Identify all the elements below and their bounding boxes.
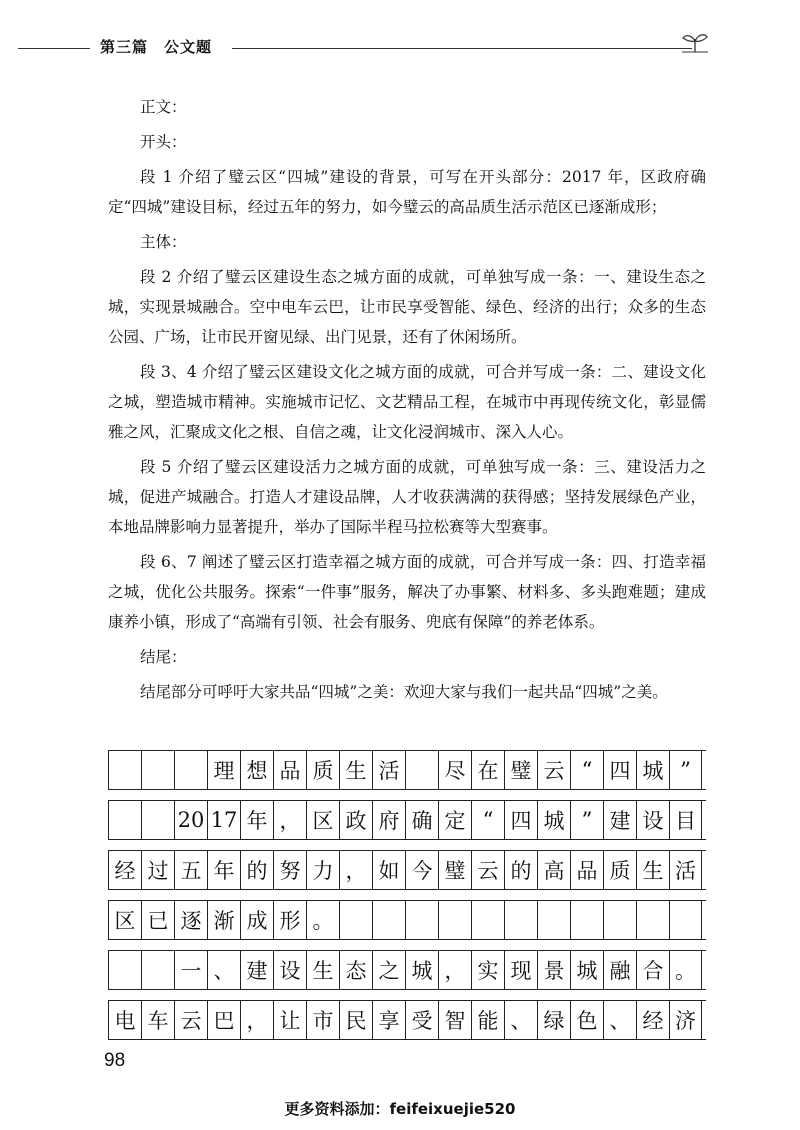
grid-row bbox=[108, 1000, 706, 1040]
grid-cell: 能 bbox=[471, 1001, 504, 1039]
grid-cell: 设 bbox=[273, 951, 306, 989]
grid-cell: 让 bbox=[273, 1001, 306, 1039]
grid-cell: 璧 bbox=[504, 751, 537, 789]
paragraph: 段 6、7 阐述了璧云区打造幸福之城方面的成就，可合并写成一条：四、打造幸福之城，优化公共服务。探索“一件事”服务，解决了办事繁、材料多、多头跑难题；建成康养小镇，形成了“高端有引领、社会有服务、兜底有保障”的养老体系。 bbox=[108, 553, 706, 631]
section-label: 正文： bbox=[140, 98, 187, 116]
grid-cell: 生 bbox=[306, 951, 339, 989]
page-number: 98 bbox=[104, 1050, 126, 1071]
grid-cell: 民 bbox=[339, 1001, 372, 1039]
grid-row bbox=[108, 750, 706, 790]
grid-cell: 实 bbox=[471, 951, 504, 989]
grid-cell: ， bbox=[339, 851, 372, 889]
grid-cell: ” bbox=[570, 801, 603, 839]
grid-cell: 如 bbox=[372, 851, 405, 889]
grid-cell: 过 bbox=[141, 851, 174, 889]
grid-cell: 品 bbox=[273, 751, 306, 789]
grid-cell bbox=[108, 951, 141, 989]
grid-cell: 色 bbox=[570, 1001, 603, 1039]
grid-cell: 、 bbox=[603, 1001, 636, 1039]
grid-cell: 府 bbox=[372, 801, 405, 839]
footer-note: 更多资料添加：feifeixuejie520 bbox=[284, 1100, 516, 1118]
grid-cell: 云 bbox=[471, 851, 504, 889]
grid-cell: 设 bbox=[636, 801, 669, 839]
paragraph: 结尾部分可呼吁大家共品“四城”之美：欢迎大家与我们一起共品“四城”之美。 bbox=[140, 683, 668, 701]
grid-cell bbox=[108, 801, 141, 839]
grid-cell: 。 bbox=[669, 951, 702, 989]
paragraph: 段 3、4 介绍了璧云区建设文化之城方面的成就，可合并写成一条：二、建设文化之城，塑造城市精神。实施城市记忆、文艺精品工程，在城市中再现传统文化，彰显儒雅之风，汇聚成文化之根、自信之魂，让文化浸润城市、深入人心。 bbox=[108, 363, 706, 441]
grid-cell: 建 bbox=[603, 801, 636, 839]
grid-cell: 、 bbox=[504, 1001, 537, 1039]
grid-cell: 理 bbox=[207, 751, 240, 789]
grid-cell: 区 bbox=[108, 901, 141, 939]
grid-cell: 城 bbox=[636, 751, 669, 789]
grid-cell bbox=[141, 801, 174, 839]
grid-cell: 市 bbox=[306, 1001, 339, 1039]
grid-cell: 渐 bbox=[207, 901, 240, 939]
grid-cell: 、 bbox=[207, 951, 240, 989]
grid-cell bbox=[405, 901, 438, 939]
grid-cell bbox=[603, 901, 636, 939]
grid-cell bbox=[405, 751, 438, 789]
grid-row bbox=[108, 800, 706, 840]
grid-cell: “ bbox=[570, 751, 603, 789]
grid-cell: 璧 bbox=[438, 851, 471, 889]
grid-cell: 高 bbox=[537, 851, 570, 889]
grid-cell: 巴 bbox=[207, 1001, 240, 1039]
grid-cell: 17 bbox=[207, 801, 240, 839]
grid-cell: 享 bbox=[372, 1001, 405, 1039]
body-text bbox=[108, 92, 706, 712]
grid-cell: 四 bbox=[504, 801, 537, 839]
grid-cell: 成 bbox=[240, 901, 273, 939]
writing-grid bbox=[108, 750, 706, 1050]
grid-cell: 济 bbox=[669, 1001, 702, 1039]
grid-cell: 云 bbox=[174, 1001, 207, 1039]
section-label: 结尾： bbox=[140, 648, 187, 666]
grid-cell: 四 bbox=[603, 751, 636, 789]
grid-cell: 年 bbox=[240, 801, 273, 839]
paragraph: 段 1 介绍了璧云区“四城”建设的背景，可写在开头部分：2017 年，区政府确定“四城”建设目标，经过五年的努力，如今璧云的高品质生活示范区已逐渐成形； bbox=[108, 168, 706, 216]
header-rule-right bbox=[232, 48, 692, 49]
paragraph: 段 5 介绍了璧云区建设活力之城方面的成就，可单独写成一条：三、建设活力之城，促进产城融合。打造人才建设品牌，人才收获满满的获得感；坚持发展绿色产业，本地品牌影响力显著提升，举办了国际半程马拉松赛等大型赛事。 bbox=[108, 458, 706, 536]
grid-cell: 云 bbox=[537, 751, 570, 789]
sprout-icon bbox=[680, 30, 710, 54]
grid-cell: 现 bbox=[504, 951, 537, 989]
page-header bbox=[0, 30, 800, 70]
grid-cell: 已 bbox=[141, 901, 174, 939]
grid-cell: 车 bbox=[141, 1001, 174, 1039]
grid-cell bbox=[438, 901, 471, 939]
grid-cell: 态 bbox=[339, 951, 372, 989]
grid-cell: 融 bbox=[603, 951, 636, 989]
grid-cell: 的 bbox=[240, 851, 273, 889]
grid-cell: ， bbox=[273, 801, 306, 839]
grid-cell: 形 bbox=[273, 901, 306, 939]
header-section-title: 第三篇 公文题 bbox=[100, 38, 213, 56]
grid-cell: 生 bbox=[636, 851, 669, 889]
grid-cell: 20 bbox=[174, 801, 207, 839]
grid-cell: 景 bbox=[537, 951, 570, 989]
grid-cell: ” bbox=[669, 751, 702, 789]
grid-cell bbox=[339, 901, 372, 939]
grid-cell: 智 bbox=[438, 1001, 471, 1039]
grid-cell: 力 bbox=[306, 851, 339, 889]
grid-cell: 合 bbox=[636, 951, 669, 989]
grid-cell bbox=[669, 901, 702, 939]
grid-cell bbox=[636, 901, 669, 939]
section-label: 开头： bbox=[140, 133, 187, 151]
grid-cell: 质 bbox=[603, 851, 636, 889]
grid-cell: 活 bbox=[669, 851, 702, 889]
grid-cell: 区 bbox=[306, 801, 339, 839]
grid-cell bbox=[141, 951, 174, 989]
grid-row bbox=[108, 900, 706, 940]
grid-cell: 目 bbox=[669, 801, 702, 839]
grid-cell: 的 bbox=[504, 851, 537, 889]
grid-cell bbox=[141, 751, 174, 789]
grid-cell bbox=[108, 751, 141, 789]
grid-cell: 城 bbox=[405, 951, 438, 989]
grid-cell bbox=[504, 901, 537, 939]
grid-cell: 在 bbox=[471, 751, 504, 789]
grid-cell: 想 bbox=[240, 751, 273, 789]
grid-row bbox=[108, 950, 706, 990]
grid-cell: 经 bbox=[108, 851, 141, 889]
grid-cell: 城 bbox=[537, 801, 570, 839]
grid-cell: 经 bbox=[636, 1001, 669, 1039]
grid-cell: 逐 bbox=[174, 901, 207, 939]
grid-cell bbox=[537, 901, 570, 939]
grid-cell: 尽 bbox=[438, 751, 471, 789]
header-rule-left bbox=[18, 48, 90, 49]
grid-cell: ， bbox=[240, 1001, 273, 1039]
grid-cell: 城 bbox=[570, 951, 603, 989]
grid-cell bbox=[570, 901, 603, 939]
grid-cell: 定 bbox=[438, 801, 471, 839]
grid-cell: 五 bbox=[174, 851, 207, 889]
grid-cell: 一 bbox=[174, 951, 207, 989]
grid-cell: 政 bbox=[339, 801, 372, 839]
grid-cell: 之 bbox=[372, 951, 405, 989]
grid-cell bbox=[174, 751, 207, 789]
grid-cell bbox=[471, 901, 504, 939]
section-label: 主体： bbox=[140, 233, 187, 251]
grid-cell: “ bbox=[471, 801, 504, 839]
grid-cell bbox=[372, 901, 405, 939]
grid-cell: 活 bbox=[372, 751, 405, 789]
grid-cell: 年 bbox=[207, 851, 240, 889]
grid-cell: ， bbox=[438, 951, 471, 989]
grid-cell: 努 bbox=[273, 851, 306, 889]
grid-cell: 质 bbox=[306, 751, 339, 789]
grid-cell: 绿 bbox=[537, 1001, 570, 1039]
grid-cell: 品 bbox=[570, 851, 603, 889]
grid-cell: 建 bbox=[240, 951, 273, 989]
grid-cell: 受 bbox=[405, 1001, 438, 1039]
grid-cell: 确 bbox=[405, 801, 438, 839]
grid-row bbox=[108, 850, 706, 890]
grid-cell: 。 bbox=[306, 901, 339, 939]
grid-cell: 今 bbox=[405, 851, 438, 889]
grid-cell: 生 bbox=[339, 751, 372, 789]
grid-cell: 电 bbox=[108, 1001, 141, 1039]
paragraph: 段 2 介绍了璧云区建设生态之城方面的成就，可单独写成一条：一、建设生态之城，实现景城融合。空中电车云巴，让市民享受智能、绿色、经济的出行；众多的生态公园、广场，让市民开窗见绿、出门见景，还有了休闲场所。 bbox=[108, 268, 706, 346]
